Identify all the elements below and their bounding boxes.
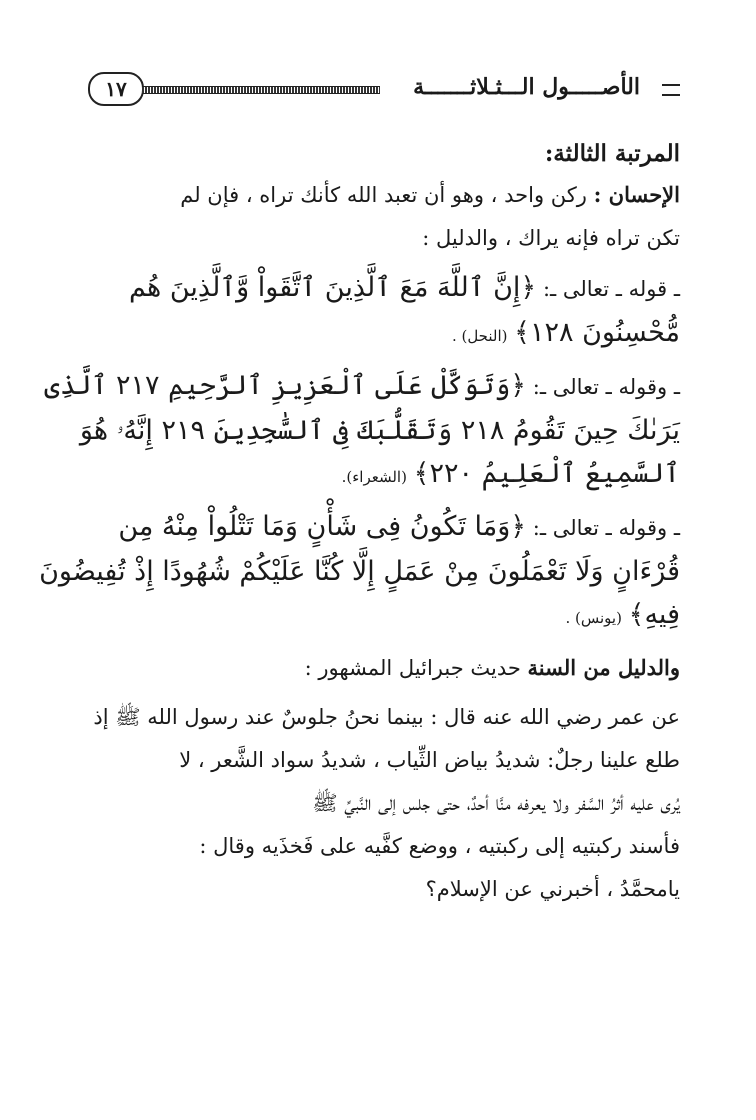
page-content [39, 140, 680, 911]
verse1-intro: ـ قوله ـ تعالى ـ: [542, 277, 680, 301]
page-number: ١٧ [88, 72, 144, 106]
header-ornament-icon [662, 84, 680, 96]
verse2-text-1: ﴿وَتَوَكَّلْ عَلَى ٱلْعَزِيزِ ٱلرَّحِيمِ ٢١٧ ٱلَّذِى [44, 370, 527, 401]
verse3-text-3: فِيهِ﴾ [628, 599, 680, 630]
verse1-line-1 [80, 266, 680, 311]
ihsan-line-1 [80, 173, 680, 217]
sunnah-evidence-text: حديث جبرائيل المشهور : [304, 656, 521, 680]
verse2-text-3: ٱلسَّمِيعُ ٱلْعَلِيمُ ٢٢٠﴾ [413, 458, 680, 489]
verse3-line-2: قُرْءَانٍ وَلَا تَعْمَلُونَ مِنْ عَمَلٍ إِلَّا كُنَّا عَلَيْكُمْ شُهُودًا إِذْ تُفِيضُونَ [39, 556, 680, 587]
verse1-reference: (النحل) . [451, 327, 508, 345]
section-heading: المرتبة الثالثة: [544, 140, 680, 167]
hadith-line-1: عن عمر رضي الله عنه قال : بينما نحنُ جلوسٌ عند رسول الله ﷺ إذ [93, 705, 680, 729]
ihsan-text-1: ركن واحد ، وهو أن تعبد الله كأنك تراه ، فإن لم [180, 183, 587, 207]
hadith-line-3: يُرى عليه أثرُ السَّفر ولا يعرفه منَّا أحدٌ، حتى جلس إلى النَّبيِّ ﷺ [312, 791, 680, 815]
verse3-text-1: ﴿وَمَا تَكُونُ فِى شَأْنٍ وَمَا تَتْلُواْ مِنْهُ مِن [118, 511, 527, 542]
sunnah-evidence-line [80, 646, 680, 690]
sunnah-evidence-label: والدليل من السنة [527, 655, 680, 680]
verse2-reference: (الشعراء). [341, 468, 407, 486]
verse1-line-2 [80, 311, 680, 358]
hadith-line-2: طلع علينا رجلٌ: شديدُ بياض الثِّياب ، شديدُ سواد الشَّعر ، لا [179, 748, 680, 772]
verse3-line-3 [80, 593, 680, 640]
header-rule [142, 86, 380, 94]
verse1-text-2: مُّحْسِنُونَ ١٢٨﴾ [514, 317, 680, 348]
hadith-line-4: فأسند ركبتيه إلى ركبتيه ، ووضع كفَّيه على فَخذَيه وقال : [199, 834, 680, 858]
page-header [88, 72, 680, 106]
verse3-intro: ـ وقوله ـ تعالى ـ: [532, 516, 680, 540]
verse2-line-1 [44, 364, 680, 409]
ihsan-line-2: تكن تراه فإنه يراك ، والدليل : [422, 226, 680, 250]
verse2-line-2: يَرَىٰكَ حِينَ تَقُومُ ٢١٨ وَتَقَلُّبَكَ فِى ٱلسَّٰجِدِينَ ٢١٩ إِنَّهُۥ هُوَ [79, 415, 680, 446]
verse3-line-1 [80, 505, 680, 550]
verse2-line-3 [80, 452, 680, 499]
verse1-text-1: ﴿إِنَّ ٱللَّهَ مَعَ ٱلَّذِينَ ٱتَّقَواْ وَّٱلَّذِينَ هُم [129, 272, 537, 303]
verse2-intro: ـ وقوله ـ تعالى ـ: [532, 375, 680, 399]
verse3-reference: (يونس) . [565, 609, 622, 627]
ihsan-term: الإحسان : [593, 182, 680, 207]
hadith-line-5: يامحمَّدُ ، أخبرني عن الإسلام؟ [425, 877, 680, 901]
header-title: الأصـــــول الـــثـلاثـــــــة [413, 74, 640, 100]
